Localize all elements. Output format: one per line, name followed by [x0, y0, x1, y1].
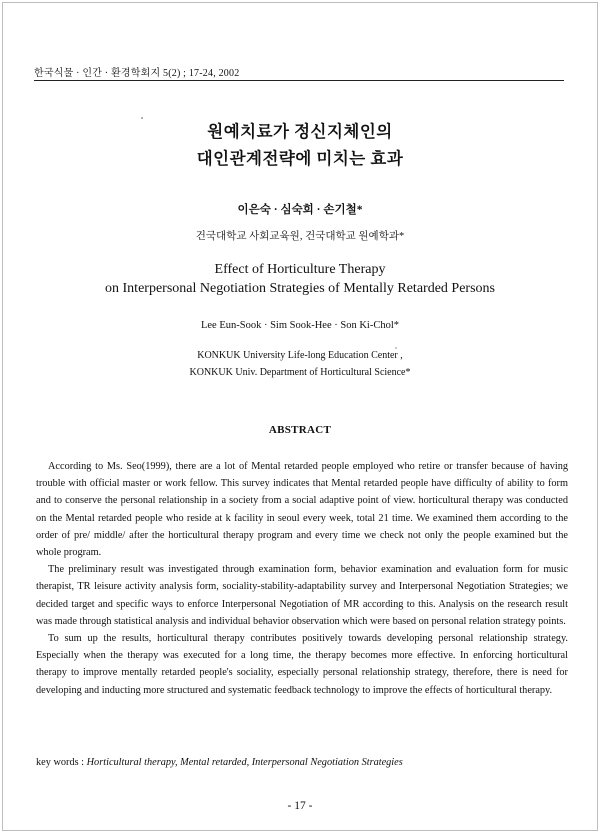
keywords-label: key words :: [36, 757, 87, 768]
abstract-body: [36, 458, 568, 699]
journal-header: 한국식물 · 인간 · 환경학회지 5(2) ; 17-24, 2002: [34, 68, 240, 79]
korean-authors: 이은숙 · 심숙희 · 손기철*: [237, 204, 363, 216]
abstract-paragraph-1: According to Ms. Seo(1999), there are a lot of Mental retarded people employed who retire or transfer because of having trouble with official master or work fellow. This survey indicates that Mental retarded people have difficulty of ability to form and to conserve the personal relationship in a society from a social adaptive point of view. horticultural therapy was conducted on the Mental retarded people who reside at k facility in seoul every week, total 21 time. We examined them according to the order of pre/ middle/ after the horticultural therapy program and every time we check not only the people examined but the whole program.: [36, 461, 568, 559]
page-number: - 17 -: [287, 800, 313, 812]
korean-title-line1: 원예치료가 정신지체인의: [207, 122, 393, 141]
korean-title-line2: 대인관계전략에 미치는 효과: [196, 149, 404, 168]
keywords: [36, 757, 576, 768]
english-title-line1: Effect of Horticulture Therapy: [214, 262, 386, 277]
abstract-paragraph-3: To sum up the results, horticultural therapy contributes positively towards developing personal relationship strategy. Especially when the therapy was executed for a long time, the therapy becomes more effective. In enforcing horticultural therapy to improve mentally retarded people's sociality, especially personal relationship strategy, therefore, there is need for developing and inducting more structured and systematic feedback technology to improve the effects of horticultural therapy.: [36, 633, 568, 696]
abstract-paragraph-2: The preliminary result was investigated through examination form, behavior examination and evaluation form for music therapist, TR leisure activity analysis form, sociality-stability-adaptability survey and Interpersonal Negotiation Strategies; we decided target and specific ways to enforce Interpersonal Negotiation of MR according to this. Analysis on the research result was made through statistical analysis and individual behavior observation which were based on personal relation strategy points.: [36, 564, 568, 627]
header-rule: [34, 80, 564, 81]
english-affiliation-line1: KONKUK University Life-long Education Center ,: [197, 350, 403, 361]
korean-affiliation: 건국대학교 사회교육원, 건국대학교 원예학과*: [195, 231, 405, 242]
abstract-heading: ABSTRACT: [268, 424, 332, 436]
keywords-values: Horticultural therapy, Mental retarded, Interpersonal Negotiation Strategies: [86, 757, 403, 768]
english-title-line2: on Interpersonal Negotiation Strategies of Mentally Retarded Persons: [105, 281, 495, 296]
english-authors: Lee Eun-Sook · Sim Sook-Hee · Son Ki-Chol*: [200, 320, 400, 331]
english-affiliation-line2: KONKUK Univ. Department of Horticultural Science*: [189, 367, 411, 378]
